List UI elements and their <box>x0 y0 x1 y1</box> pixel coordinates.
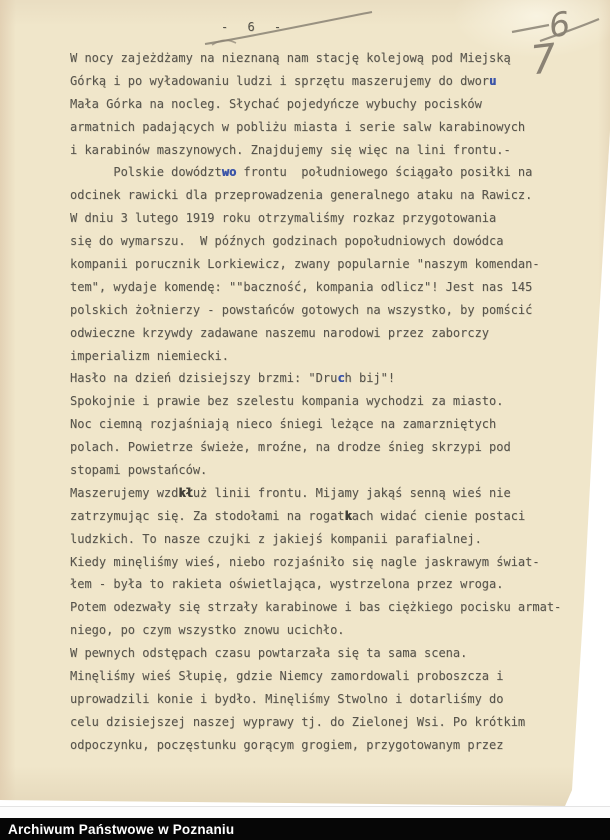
typed-text: armatnich padających w pobliżu miasta i serie salw karabinowych <box>70 119 526 134</box>
typed-text-block <box>70 47 580 757</box>
overstruck-text: k <box>344 508 352 523</box>
typed-line <box>70 116 580 139</box>
typed-text: h bij"! <box>344 371 396 386</box>
typed-text: odcinek rawicki dla przeprowadzenia generalnego ataku na Rawicz. <box>70 188 533 203</box>
blue-ink-correction: c <box>337 371 345 386</box>
typed-line <box>70 93 580 116</box>
typed-text: polskich żołnierzy - powstańców gotowych na wszystko, by pomścić <box>70 302 533 317</box>
typed-line <box>70 139 580 162</box>
typed-text: łem - była to rakieta oświetlająca, wystrzelona przez wroga. <box>70 577 504 592</box>
typed-line <box>70 619 580 642</box>
typed-text: polach. Powietrze świeże, mroźne, na drodze śnieg skrzypi pod <box>70 440 511 455</box>
handwritten-number-six: 6 <box>546 3 573 46</box>
footer-bar <box>0 818 610 840</box>
typed-text: Potem odezwały się strzały karabinowe i bas ciężkiego pocisku armat- <box>70 600 562 615</box>
typed-line <box>70 322 580 345</box>
typed-line <box>70 367 580 390</box>
typed-line <box>70 505 580 528</box>
typed-text: zatrzymując się. Za stodołami na rogat <box>70 508 345 523</box>
typed-line <box>70 253 580 276</box>
typed-text: tem", wydaje komendę: ""baczność, kompania odlicz"! Jest nas 145 <box>70 279 533 294</box>
typed-text: Spokojnie i prawie bez szelestu kompania wychodzi za miasto. <box>70 394 504 409</box>
typed-line <box>70 299 580 322</box>
archive-name: Archiwum Państwowe w Poznaniu <box>8 821 235 837</box>
typed-text: W pewnych odstępach czasu powtarzała się ta sama scena. <box>70 646 468 661</box>
typed-text: celu dzisiejszej naszej wyprawy tj. do Zielonej Wsi. Po krótkim <box>70 714 526 729</box>
typed-line <box>70 390 580 413</box>
typed-text: ach widać cienie postaci <box>351 508 526 523</box>
typed-line <box>70 161 580 184</box>
typed-line <box>70 413 580 436</box>
typed-text: się do wymarszu. W późnych godzinach popołudniowych dowódca <box>70 234 504 249</box>
typed-line <box>70 734 580 757</box>
typed-line <box>70 436 580 459</box>
typed-line <box>70 665 580 688</box>
typed-text: Maszerujemy wzd <box>70 485 179 500</box>
typed-text: imperializm niemiecki. <box>70 348 229 363</box>
typed-line <box>70 207 580 230</box>
overstruck-text: kł <box>178 485 193 500</box>
typed-text: Mała Górka na nocleg. Słychać pojedyńcze wybuchy pocisków <box>70 96 482 111</box>
typed-text: i karabinów maszynowych. Znajdujemy się więc na lini frontu.- <box>70 142 511 157</box>
typed-line <box>70 711 580 734</box>
blue-ink-correction: wo <box>221 165 237 180</box>
typed-text: kompanii porucznik Lorkiewicz, zwany popularnie "naszym komendan- <box>70 257 540 272</box>
typed-line <box>70 596 580 619</box>
typed-line <box>70 551 580 574</box>
typed-line <box>70 573 580 596</box>
typed-line <box>70 230 580 253</box>
typed-page-number: - 6 - <box>221 20 288 34</box>
typed-line <box>70 70 580 93</box>
typed-text: odwieczne krzywdy zadawane naszemu narodowi przez zaborczy <box>70 325 490 340</box>
typed-text: frontu południowego ściągało posiłki na <box>236 165 533 180</box>
typed-text: uprowadzili konie i bydło. Minęliśmy Stwolno i dotarliśmy do <box>70 691 504 706</box>
typed-text: Polskie dowództ <box>70 165 222 180</box>
typed-text: stopami powstańców. <box>70 463 208 478</box>
typed-text: ludzkich. To nasze czujki z jakiejś kompanii parafialnej. <box>70 531 482 546</box>
typed-text: Noc ciemną rozjaśniają nieco śniegi leżące na zamarzniętych <box>70 417 497 432</box>
typed-line <box>70 47 580 70</box>
typed-line <box>70 276 580 299</box>
typed-text: Minęliśmy wieś Słupię, gdzie Niemcy zamordowali proboszcza i <box>70 669 504 684</box>
typed-text: uż linii frontu. Mijamy jakąś senną wieś nie <box>192 485 511 500</box>
handwritten-number-seven: 7 <box>528 35 560 85</box>
typed-line <box>70 642 580 665</box>
typed-text: W nocy zajeżdżamy na nieznaną nam stację kolejową pod Miejską <box>70 51 511 65</box>
typed-line <box>70 688 580 711</box>
typed-line <box>70 184 580 207</box>
typed-text: W dniu 3 lutego 1919 roku otrzymaliśmy rozkaz przygotowania <box>70 211 497 226</box>
typed-text: niego, po czym wszystko znowu ucichło. <box>70 623 345 638</box>
typed-text: Kiedy minęliśmy wieś, niebo rozjaśniło się nagle jaskrawym świat- <box>70 554 540 569</box>
typed-line <box>70 459 580 482</box>
typed-line <box>70 482 580 505</box>
typed-text: Górką i po wyładowaniu ludzi i sprzętu maszerujemy do dwor <box>70 73 490 88</box>
typed-text: Hasło na dzień dzisiejszy brzmi: "Dru <box>70 371 338 386</box>
typed-line <box>70 345 580 368</box>
blue-ink-correction: u <box>489 73 497 88</box>
typed-line <box>70 528 580 551</box>
typed-text: odpoczynku, poczęstunku gorącym grogiem, przygotowanym przez <box>70 737 504 752</box>
